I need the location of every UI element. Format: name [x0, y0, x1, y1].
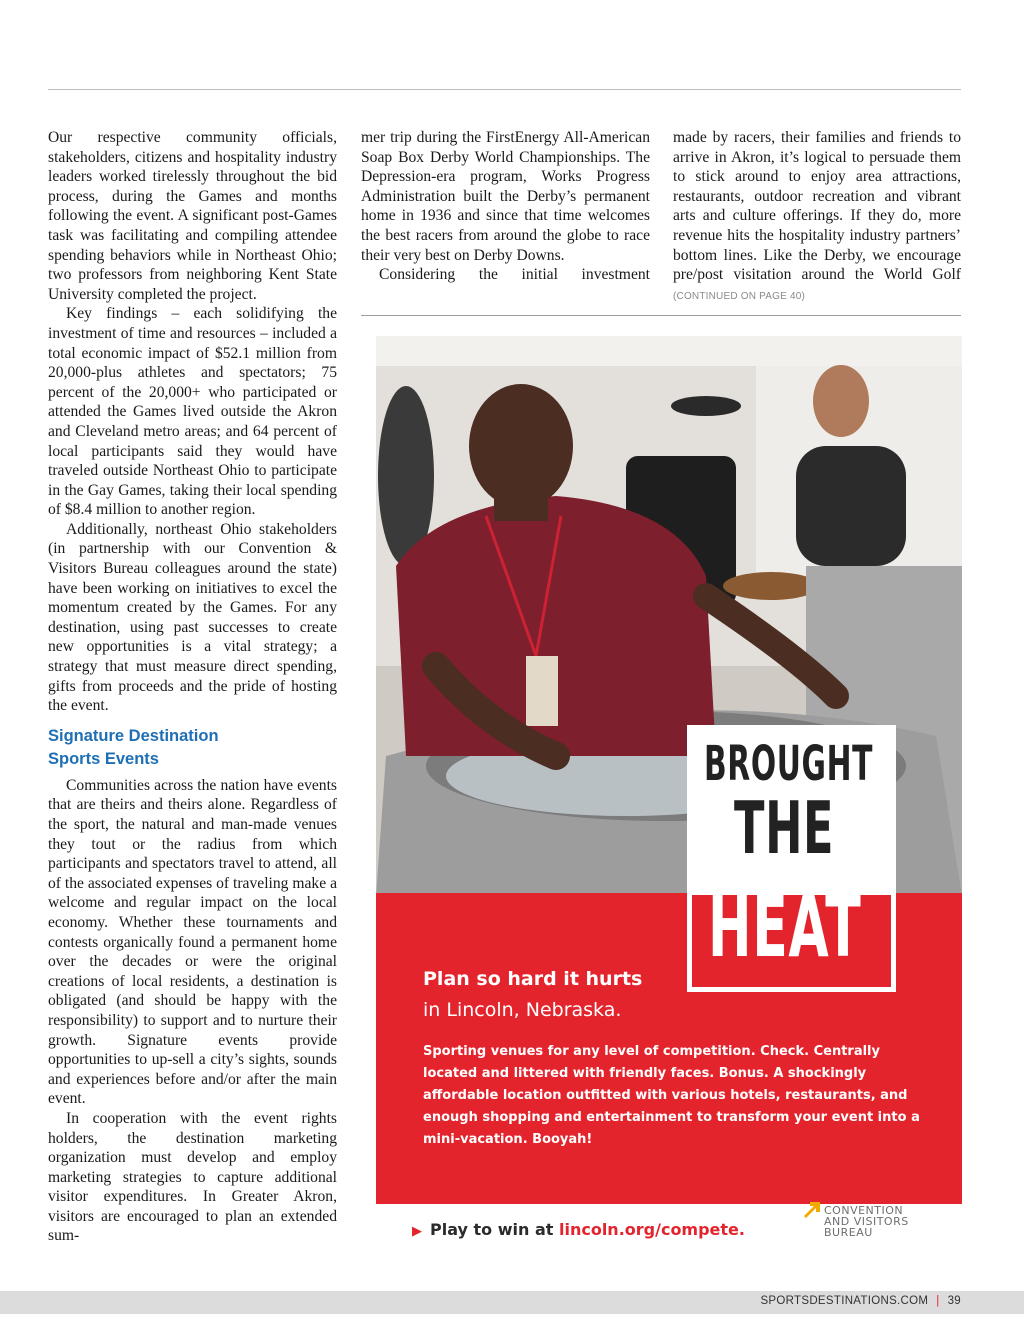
lincoln-cvb-logo: [802, 1184, 952, 1244]
ad-body-copy: Sporting venues for any level of competition. Check. Centrally located and littered with friendly faces. Bonus. A shockingly affordable location outfitted with various hotels, restaurants, and enough shopping and entertainment to transform your event into a mini-vacation. Booyah!: [423, 1044, 920, 1147]
paragraph: [673, 128, 961, 306]
cta-prefix: Play to win at: [430, 1220, 554, 1239]
lincoln-advertisement: [376, 336, 962, 1263]
paragraph: Considering the initial investment: [379, 266, 650, 284]
logo-name: LINCOLN: [822, 1184, 909, 1204]
page-number: 39: [947, 1295, 961, 1307]
paragraph: Additionally, northeast Ohio stakeholders (in partnership with our Convention & Visitors Bureau colleagues around the state) have been working on initiatives to excel the momentum created by the Games. For any destination, using past successes to create new opportunities is a vital strategy; a strategy that must measure direct spending, gifts from proceeds and the pride of hosting the event.: [48, 520, 337, 715]
cta-url-link[interactable]: lincoln.org/compete.: [558, 1220, 745, 1239]
paragraph: mer trip during the FirstEnergy All-American Soap Box Derby World Championships. The Depression-era program, Works Progress Administration built the Derby’s permanent home in 1936 and since that time welcomes the best racers from around the globe to race their very best on Derby Downs.: [361, 129, 650, 264]
subhead-line: Signature Destination: [48, 726, 219, 745]
top-rule: [48, 89, 961, 90]
paragraph: In cooperation with the event rights holders, the destination marketing organization must develop and employ marketing strategies to capture additional visitor expenditures. In Greater Akron, visitors are encouraged to plan an extended sum-: [48, 1109, 337, 1245]
ad-subline: in Lincoln, Nebraska.: [423, 999, 622, 1021]
ad-title-line: BROUGHT: [704, 736, 874, 792]
page-footer: [760, 1295, 961, 1307]
paragraph: Key findings – each solidifying the investment of time and resources – included a total economic impact of $52.1 million from 20,000-plus athletes and spectators; 75 percent of the 20,000+ who participated or attended the Games lived outside the Akron and Cleveland metro areas; and 64 percent of local participants said they would have traveled outside Northeast Ohio to participate in the Gay Games, taking their local spending of $8.4 million to another region.: [48, 305, 337, 519]
logo-subtitle: BUREAU: [824, 1226, 873, 1239]
paragraph: Communities across the nation have events that are theirs and theirs alone. Regardless of the sport, the natural and man-made venues they tout or the radius from which participants and spectators travel to attend, all of the associated expenses of traveling make a welcome and regular impact on the local economy. Whether these tournaments and contests organically found a permanent home over the decades or were the original creations of local residents, a destination is obligated (and should be happy with the responsibility) to support and to nurture their growth. Signature events provide opportunities to up-sell a city’s sights, sounds and experiences before and/or after the main event.: [48, 776, 337, 1108]
arrow-mark-icon: [802, 1198, 822, 1218]
ad-headline: Plan so hard it hurts: [423, 968, 643, 990]
footer-separator: |: [936, 1295, 940, 1307]
ad-divider: [361, 315, 961, 316]
article-column-2: [361, 128, 650, 285]
ad-call-to-action: [412, 1220, 745, 1239]
continued-note[interactable]: (CONTINUED ON PAGE 40): [673, 290, 806, 302]
article-column-1: [48, 128, 337, 1246]
ad-title-box: [687, 725, 896, 992]
article-column-3: [673, 128, 961, 306]
ad-title-line: HEAT: [708, 878, 862, 976]
ad-title-line: THE: [734, 786, 835, 870]
logo-subtitle: CONVENTION: [824, 1204, 904, 1217]
paragraph: Our respective community officials, stakeholders, citizens and hospitality industry leaders worked tirelessly throughout the bid process, during the Games and months following the event. A significant post-Games task was facilitating and compiling attendee spending behaviors while in Northeast Ohio; two professors from neighboring Kent State University completed the project.: [48, 129, 337, 303]
play-arrow-icon: ▶: [412, 1224, 422, 1239]
section-subhead: [48, 725, 337, 771]
paragraph-text: made by racers, their families and friends to arrive in Akron, it’s logical to persuade them to stick around to enjoy area attractions, restaurants, outdoor recreation and vibrant arts and culture offerings. If they do, more revenue hits the hospitality industry partners’ bottom lines. Like the Derby, we encourage pre/post visitation around the World Golf: [673, 129, 961, 284]
footer-site[interactable]: SPORTSDESTINATIONS.COM: [760, 1295, 929, 1307]
logo-subtitle: AND VISITORS: [824, 1215, 909, 1228]
subhead-line: Sports Events: [48, 749, 159, 768]
